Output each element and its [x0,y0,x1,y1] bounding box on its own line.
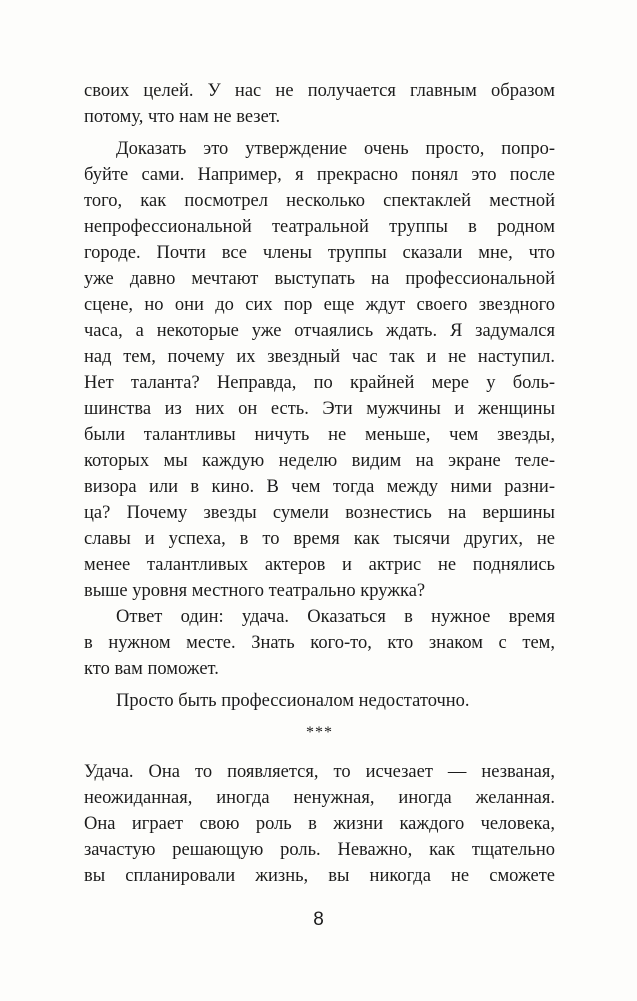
text-line: потому, что нам не везет. [84,107,281,127]
text-line: вы спланировали жизнь, вы никогда не сможете [84,866,555,886]
page-body [84,78,555,886]
paragraph [84,759,555,889]
text-line: Удача. Она то появляется, то исчезает — незваная, [84,762,555,782]
text-line: которых мы каждую неделю видим на экране теле- [84,451,555,471]
text-line: шинства из них он есть. Эти мужчины и женщины [84,399,555,419]
text-line: Просто быть профессионалом недостаточно. [116,691,470,711]
text-line: часа, а некоторые уже отчаялись ждать. Я задумался [84,321,555,341]
text-line: славы и успеха, в то время как тысячи других, не [84,529,555,549]
paragraph [84,604,555,682]
text-line: того, как посмотрел несколько спектаклей местной [84,191,555,211]
text-line: неожиданная, иногда ненужная, иногда желанная. [84,788,555,808]
text-line: Ответ один: удача. Оказаться в нужное время [116,607,555,627]
paragraph [84,136,555,604]
text-line: выше уровня местного театрально кружка? [84,581,426,601]
text-line: Доказать это утверждение очень просто, попро- [116,139,555,159]
text-line: Она играет свою роль в жизни каждого человека, [84,814,555,834]
text-line: визора или в кино. В чем тогда между ними разни- [84,477,555,497]
text-line: ца? Почему звезды сумели вознестись на вершины [84,503,555,523]
text-line: зачастую решающую роль. Неважно, как тщательно [84,840,555,860]
page-number: 8 [313,909,324,930]
text-line: сцене, но они до сих пор еще ждут своего звездного [84,295,555,315]
text-line: буйте сами. Например, я прекрасно понял это после [84,165,555,185]
paragraph [84,688,555,714]
text-line: непрофессиональной театральной труппы в родном [84,217,555,237]
text-line: менее талантливых актеров и актрис не поднялись [84,555,555,575]
text-line: в нужном месте. Знать кого-то, кто знаком с тем, [84,633,555,653]
text-line: над тем, почему их звездный час так и не наступил. [84,347,555,367]
text-line: городе. Почти все члены труппы сказали мне, что [84,243,555,263]
paragraph [84,78,555,130]
text-line: Нет таланта? Неправда, по крайней мере у боль- [84,373,555,393]
text-line: уже давно мечтают выступать на профессиональной [84,269,555,289]
text-line: были талантливы ничуть не меньше, чем звезды, [84,425,555,445]
text-line: кто вам поможет. [84,659,219,679]
section-separator: *** [306,724,333,741]
text-line: своих целей. У нас не получается главным образом [84,81,555,101]
